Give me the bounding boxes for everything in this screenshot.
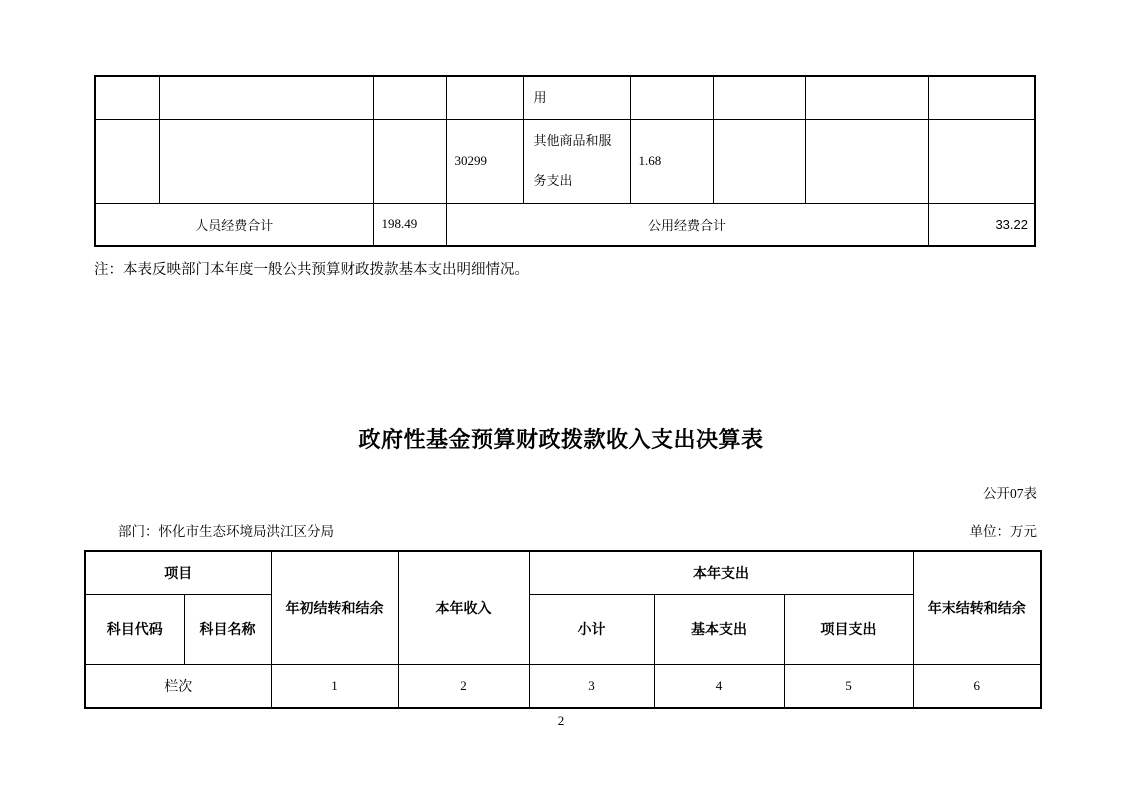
empty-cell: [928, 76, 1035, 119]
public-total-value: 33.22: [928, 203, 1035, 246]
column-index-1: 1: [271, 664, 398, 708]
header-current-year-expense: 本年支出: [529, 551, 913, 594]
column-index-5: 5: [784, 664, 913, 708]
department-label: 部门：: [118, 524, 159, 539]
header-project-expense: 项目支出: [784, 594, 913, 664]
unit-label: 单位：: [969, 524, 1010, 539]
table-note: 注：本表反映部门本年度一般公共预算财政拨款基本支出明细情况。: [94, 262, 529, 278]
empty-cell: [95, 119, 159, 203]
unit-line: [970, 520, 1038, 540]
header-basic-expense: 基本支出: [654, 594, 784, 664]
empty-cell: [928, 119, 1035, 203]
column-index-4: 4: [654, 664, 784, 708]
header-subject-name: 科目名称: [184, 594, 271, 664]
table-summary-row: [95, 203, 1035, 246]
header-subtotal: 小计: [529, 594, 654, 664]
empty-cell: [713, 119, 805, 203]
expense-item-name: 其他商品和服务支出: [523, 119, 630, 203]
column-index-3: 3: [529, 664, 654, 708]
public-total-label: 公用经费合计: [446, 203, 928, 246]
form-number-digits: 07: [1010, 486, 1024, 501]
header-closing-balance: 年末结转和结余: [913, 551, 1041, 664]
empty-cell: [713, 76, 805, 119]
expense-item-value: 1.68: [630, 119, 713, 203]
empty-cell: [373, 76, 446, 119]
header-opening-balance: 年初结转和结余: [271, 551, 398, 664]
empty-cell: [159, 76, 373, 119]
form-number-prefix: 公开: [983, 486, 1010, 501]
form-number-suffix: 表: [1023, 486, 1037, 501]
table-row: [95, 119, 1035, 203]
header-current-year-income: 本年收入: [398, 551, 529, 664]
column-index-label: 栏次: [85, 664, 271, 708]
column-index-2: 2: [398, 664, 529, 708]
empty-cell: [446, 76, 523, 119]
personnel-total-value: 198.49: [373, 203, 446, 246]
empty-cell: [373, 119, 446, 203]
header-subject-code: 科目代码: [85, 594, 184, 664]
form-number: [983, 482, 1037, 502]
unit-value: 万元: [1010, 524, 1037, 539]
basic-expense-detail-table: [94, 75, 1036, 247]
fund-budget-table: [84, 550, 1042, 709]
department-line: [118, 520, 334, 540]
expense-item-code: 30299: [446, 119, 523, 203]
empty-cell: [630, 76, 713, 119]
header-row-1: [85, 551, 1041, 594]
personnel-total-label: 人员经费合计: [95, 203, 373, 246]
column-index-row: [85, 664, 1041, 708]
page-number: 2: [557, 713, 565, 728]
empty-cell: [159, 119, 373, 203]
header-row-2: [85, 594, 1041, 664]
expense-item-name-continued: 用: [523, 76, 630, 119]
table-row: [95, 76, 1035, 119]
empty-cell: [95, 76, 159, 119]
column-index-6: 6: [913, 664, 1041, 708]
empty-cell: [805, 76, 928, 119]
section-title: 政府性基金预算财政拨款收入支出决算表: [358, 427, 764, 452]
header-project: 项目: [85, 551, 271, 594]
empty-cell: [805, 119, 928, 203]
department-name: 怀化市生态环境局洪江区分局: [158, 524, 334, 539]
